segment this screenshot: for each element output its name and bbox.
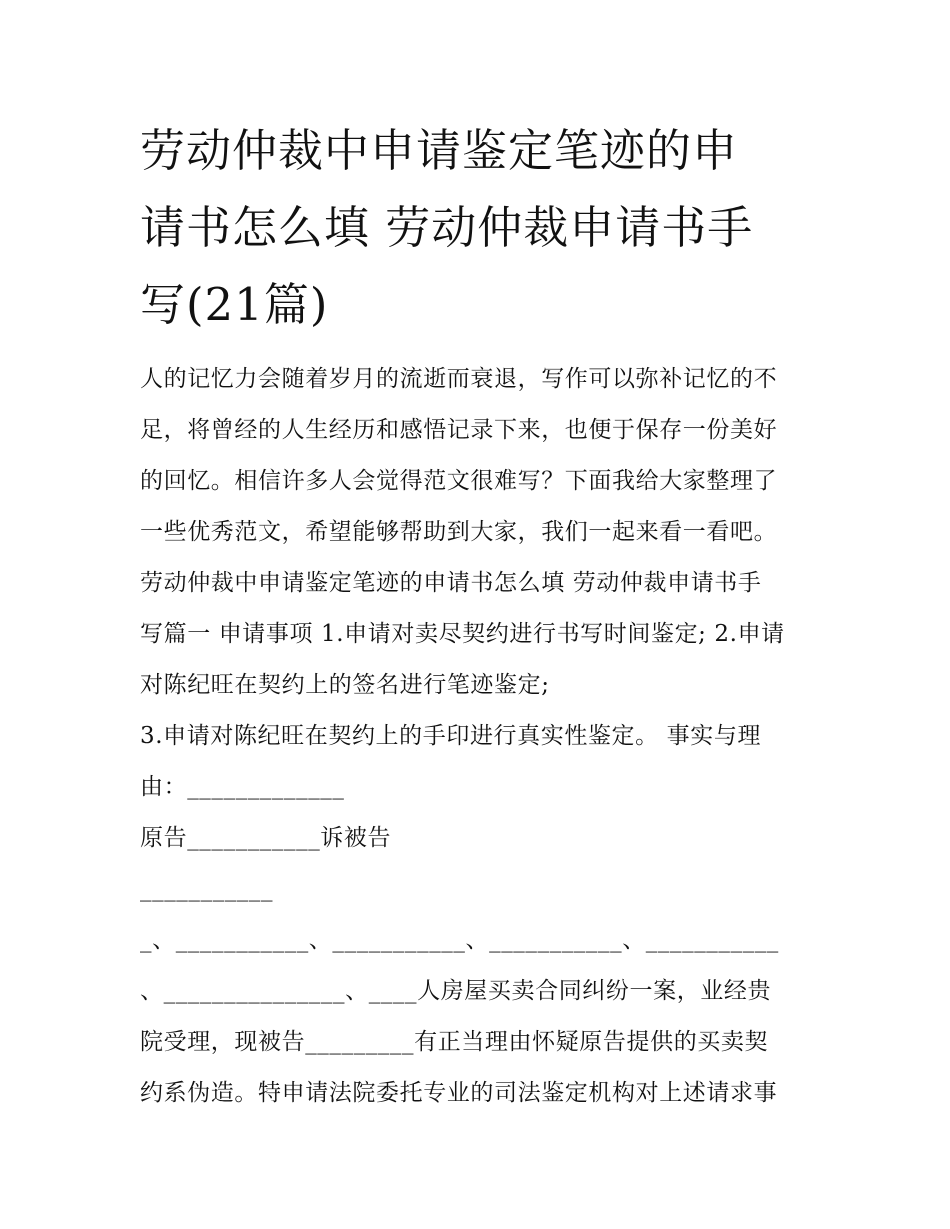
title-line: 写(21篇) [140, 278, 329, 331]
document-title [140, 112, 820, 343]
document-body [140, 354, 830, 1119]
body-line: ___________ [140, 876, 274, 902]
body-line: 劳动仲裁中申请鉴定笔迹的申请书怎么填 劳动仲裁申请书手 [140, 570, 762, 596]
body-line: 人的记忆力会随着岁月的流逝而衰退，写作可以弥补记忆的不 [140, 366, 778, 392]
title-line: 请书怎么填 劳动仲裁申请书手 [140, 201, 754, 254]
body-line: _、___________、___________、___________、___________ [140, 927, 779, 953]
body-line: 写篇一 申请事项 1.申请对卖尽契约进行书写时间鉴定; 2.申请 [140, 621, 785, 647]
body-line: 院受理，现被告_________有正当理由怀疑原告提供的买卖契 [140, 1029, 769, 1055]
body-line: 的回忆。相信许多人会觉得范文很难写？下面我给大家整理了 [140, 468, 778, 494]
body-line: 由：_____________ [140, 774, 345, 800]
body-line: 原告___________诉被告 [140, 825, 392, 851]
title-line: 劳动仲裁中申请鉴定笔迹的申 [140, 124, 739, 177]
body-line: 对陈纪旺在契约上的签名进行笔迹鉴定; [140, 672, 550, 698]
body-line: 、_______________、____人房屋买卖合同纠纷一案，业经贵 [140, 978, 772, 1004]
body-line: 足，将曾经的人生经历和感悟记录下来，也便于保存一份美好 [140, 417, 778, 443]
body-line: 一些优秀范文，希望能够帮助到大家，我们一起来看一看吧。 [140, 519, 778, 545]
body-line: 3.申请对陈纪旺在契约上的手印进行真实性鉴定。 事实与理 [140, 723, 762, 749]
body-line: 约系伪造。特申请法院委托专业的司法鉴定机构对上述请求事 [140, 1080, 778, 1106]
